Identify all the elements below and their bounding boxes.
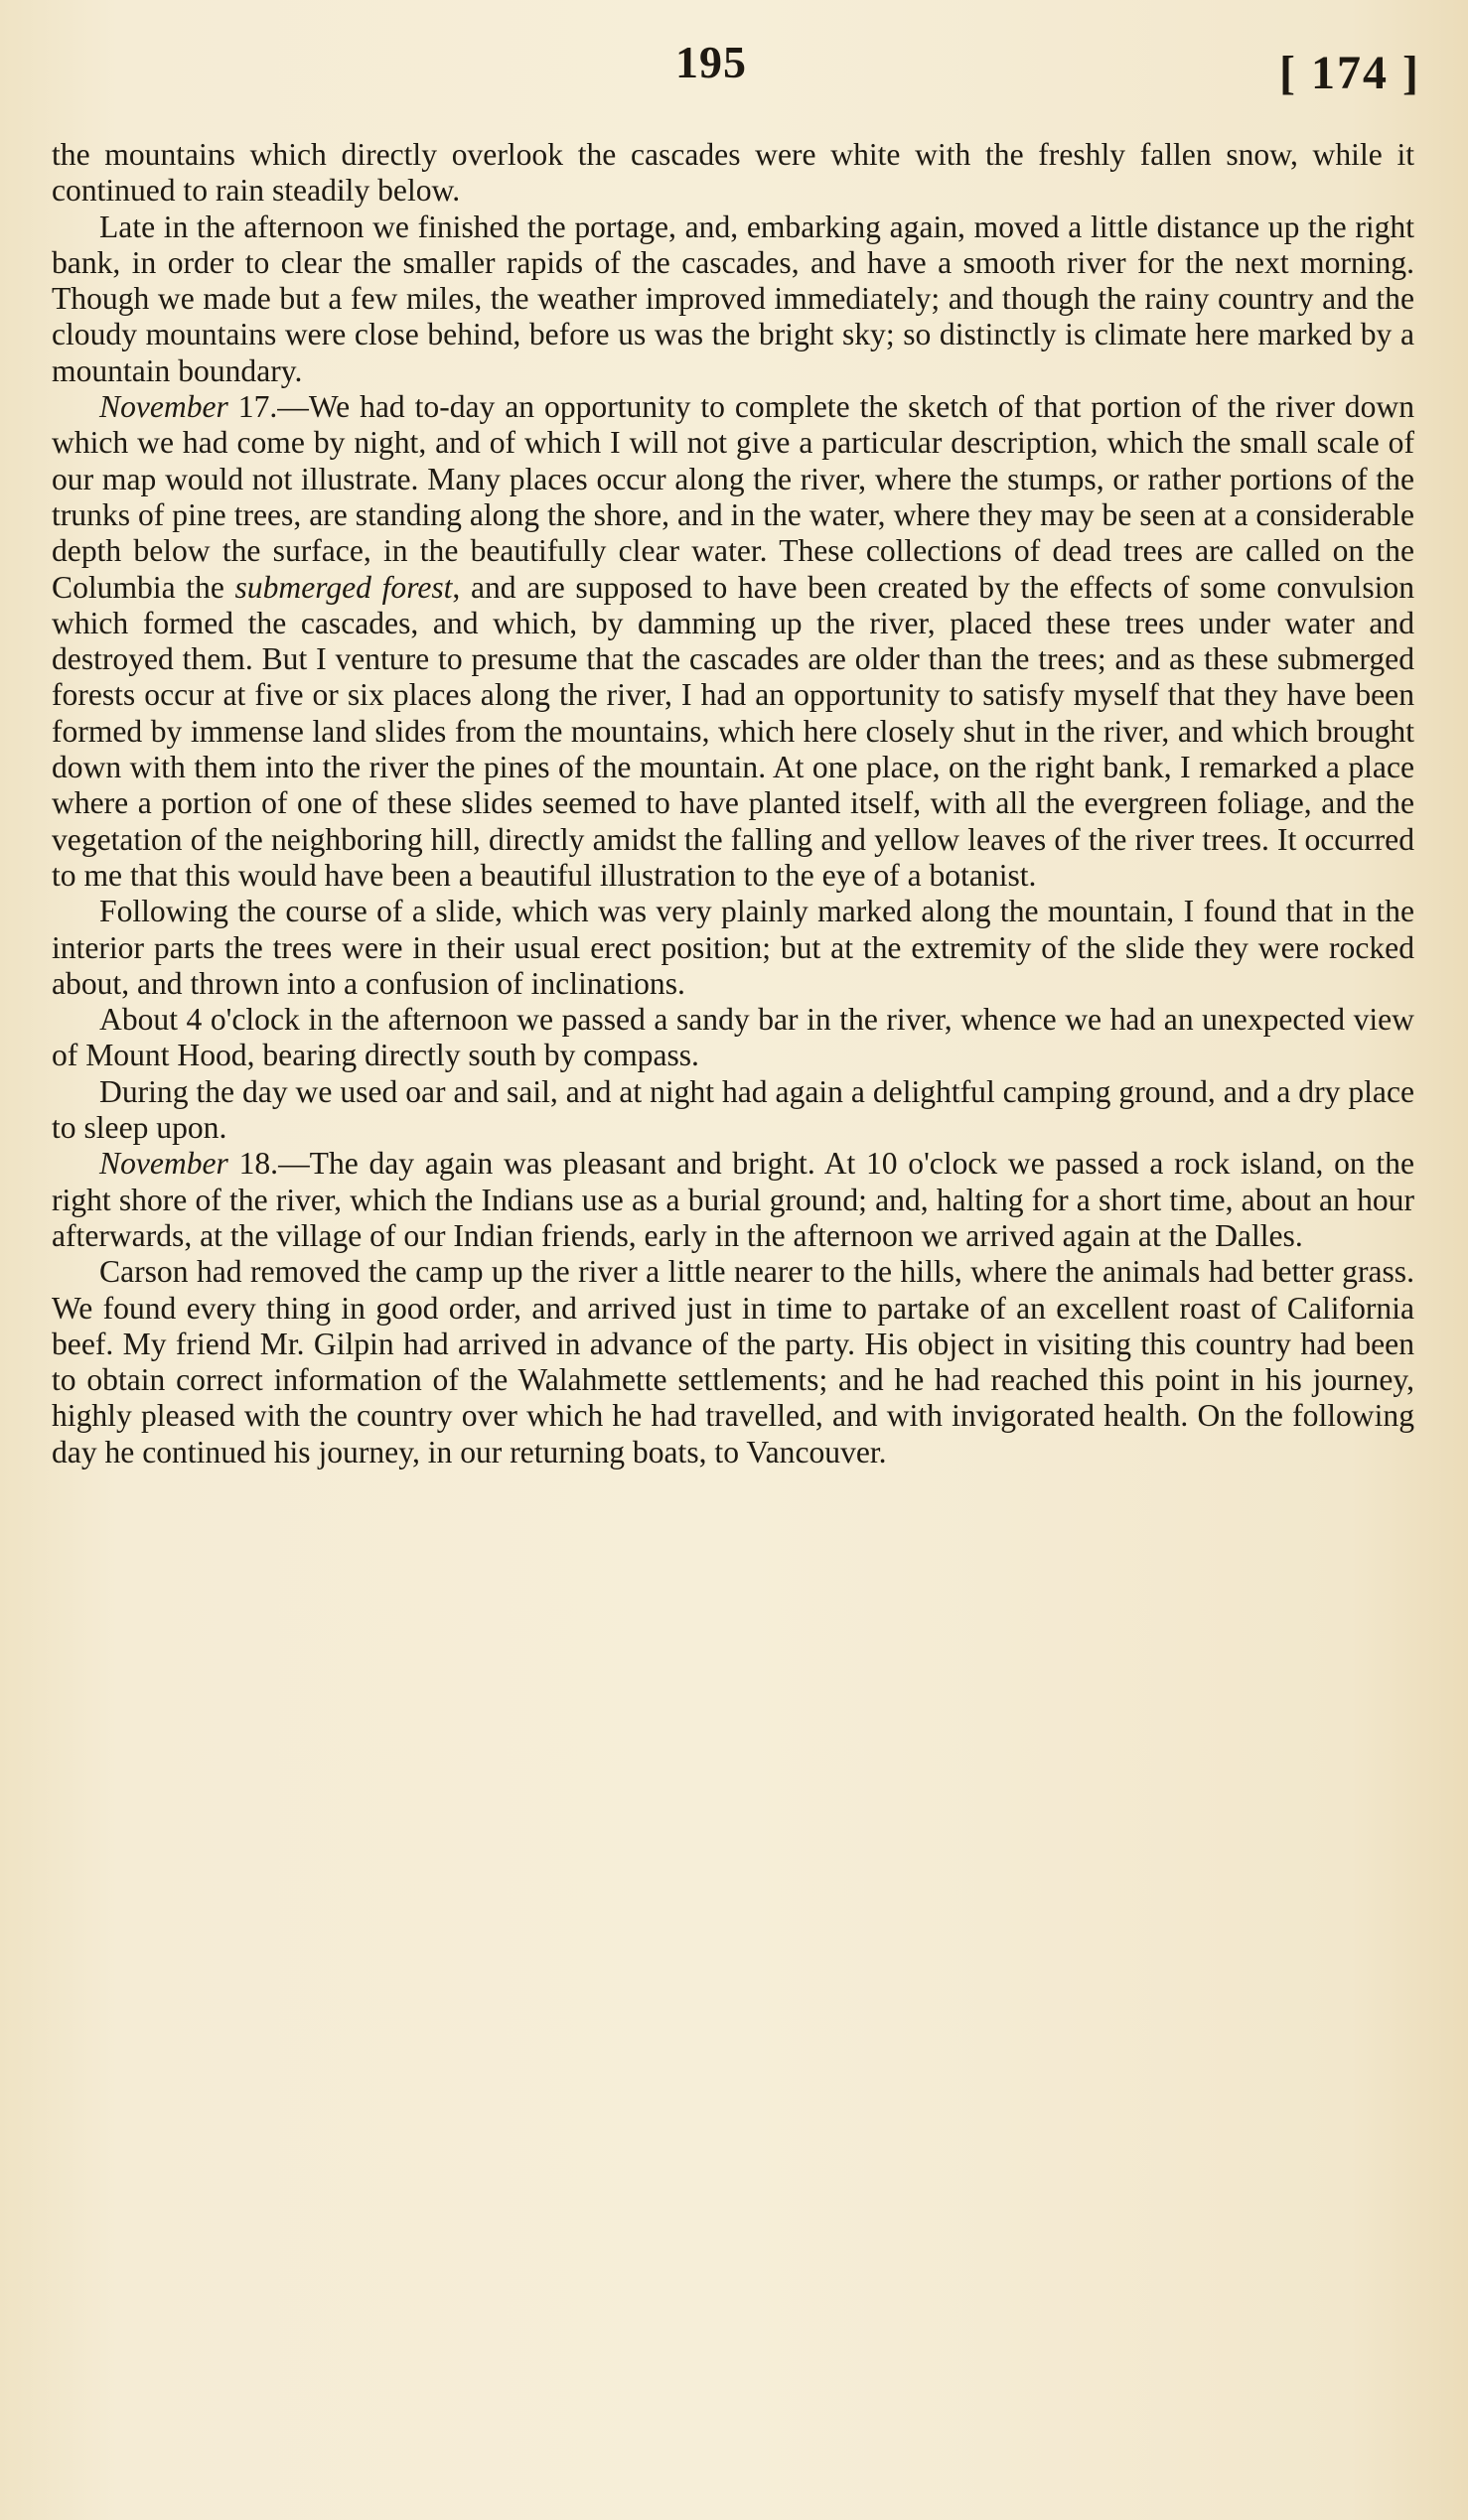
paragraph (52, 1146, 1414, 1254)
page-number: 195 (675, 37, 747, 87)
text-run: , and are supposed to have been created by the effects of some convulsion which formed the cascades, and which, by damming up the river, placed these trees under water and destroyed them. But I venture to presume that the cascades are older than the trees; and as these submerged forests occur at five or six places along the river, I had an opportunity to satisfy myself that they have been formed by immense land slides from the mountains, which here closely shut in the river, and which brought down with them into the river the pines of the mountain. At one place, on the right bank, I remarked a place where a portion of one of these slides seemed to have planted itself, with all the evergreen foliage, and the vegetation of the neighboring hill, directly amidst the falling and yellow leaves of the river trees. It occurred to me that this would have been a beautiful illustration to the eye of a botanist. (52, 569, 1414, 893)
text-run: the mountains which directly overlook the cascades were white with the freshly fallen snow, while it continued to rain steadily below. (52, 137, 1414, 209)
paragraph (52, 389, 1414, 894)
date-heading: November (99, 1146, 228, 1182)
text-run: During the day we used oar and sail, and at night had again a delightful camping ground, and a dry place to sleep upon. (52, 1073, 1414, 1146)
text-run: 17.—We had to-day an opportunity to complete the sketch of that portion of the river down which we had come by night, and of which I will not give a particular description, which the small scale of our map would not illustrate. Many places occur along the river, where the stumps, or rather portions of the trunks of pine trees, are standing along the shore, and in the water, where they may be seen at a considerable depth below the surface, in the beautifully clear water. These collections of dead trees are called on the Columbia the (52, 389, 1414, 605)
paragraph (52, 1254, 1414, 1470)
paragraph (52, 894, 1414, 1002)
text-run: Carson had removed the camp up the river a little nearer to the hills, where the animals had better grass. We found every thing in good order, and arrived just in time to partake of an excellent roast of California beef. My friend Mr. Gilpin had arrived in advance of the party. His object in visiting this country had been to obtain correct information of the Walahmette settlements; and he had reached this point in his journey, highly pleased with the country over which he had travelled, and with invigorated health. On the following day he continued his journey, in our returning boats, to Vancouver. (52, 1254, 1414, 1470)
original-page-number: [ 174 ] (1279, 47, 1420, 99)
text-run: Following the course of a slide, which was very plainly marked along the mountain, I found that in the interior parts the trees were in their usual erect position; but at the extremity of the slide they were rocked about, and thrown into a confusion of inclinations. (52, 894, 1414, 1001)
italic-term: submerged forest (234, 569, 453, 605)
text-run: Late in the afternoon we finished the portage, and, embarking again, moved a little distance up the right bank, in order to clear the smaller rapids of the cascades, and have a smooth river for the next morning. Though we made but a few miles, the weather improved immediately; and though the rainy country and the cloudy mountains were close behind, before us was the bright sky; so distinctly is climate here marked by a mountain boundary. (52, 209, 1414, 388)
date-heading: November (99, 389, 228, 425)
text-run: 18.—The day again was pleasant and bright. At 10 o'clock we passed a rock island, on the right shore of the river, which the Indians use as a burial ground; and, halting for a short time, about an hour afterwards, at the village of our Indian friends, early in the afternoon we arrived again at the Dalles. (52, 1146, 1414, 1253)
paragraph (52, 1002, 1414, 1074)
paragraph (52, 210, 1414, 389)
body-text (52, 137, 1414, 1470)
paragraph (52, 1074, 1414, 1147)
paragraph (52, 137, 1414, 210)
text-run: About 4 o'clock in the afternoon we passed a sandy bar in the river, whence we had an unexpected view of Mount Hood, bearing directly south by compass. (52, 1002, 1414, 1073)
